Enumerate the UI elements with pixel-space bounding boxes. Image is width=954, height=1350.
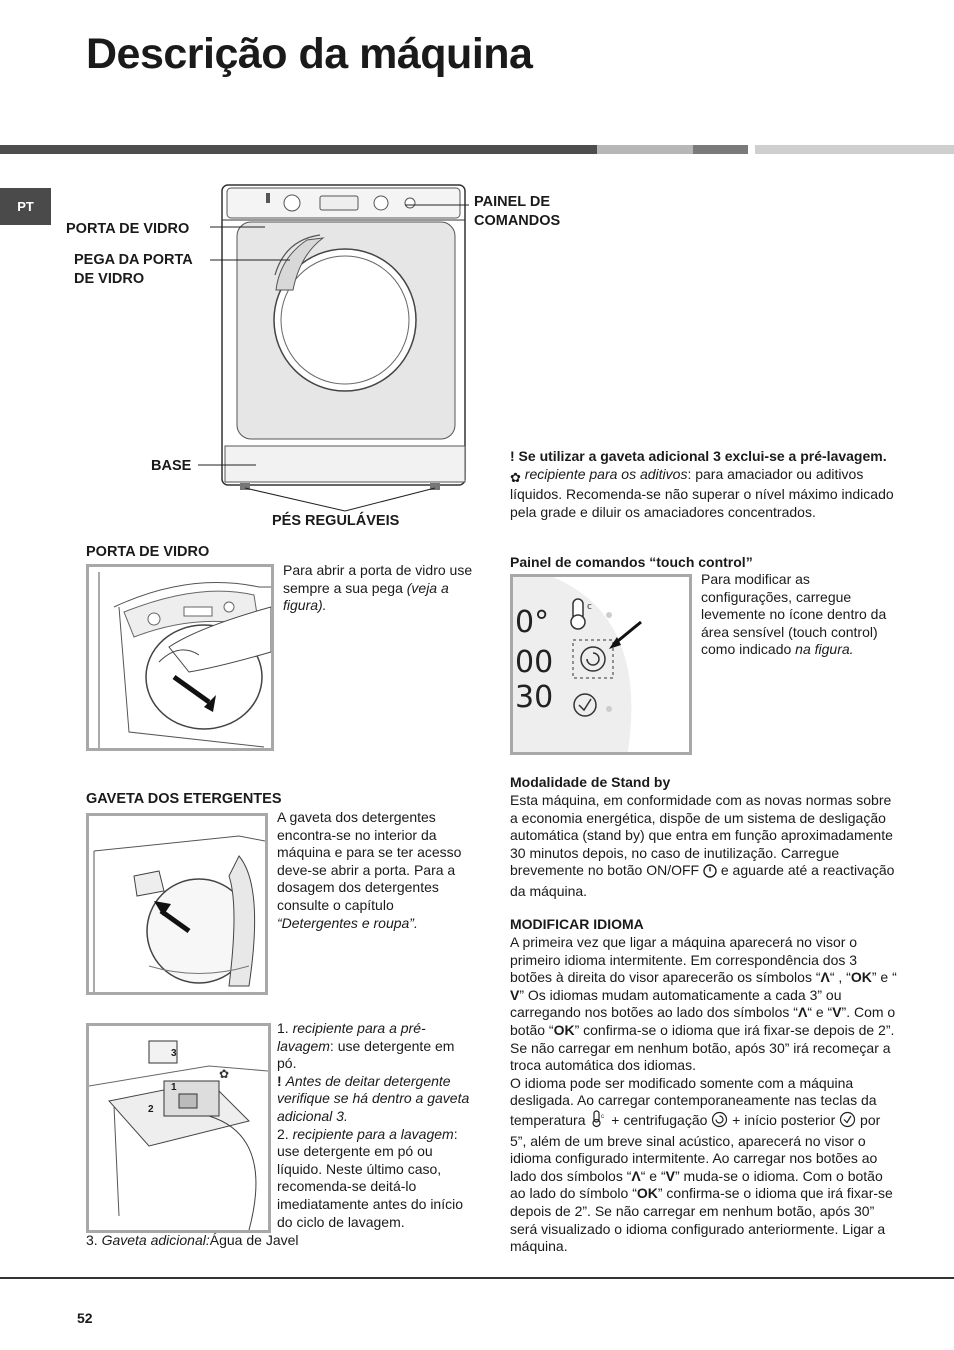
touch-heading: Painel de comandos “touch control” [510,554,753,570]
delay-start-icon [839,1111,856,1133]
drawer-item3: 3. Gaveta adicional:Água de Javel [86,1232,299,1248]
leader-base [198,460,260,470]
touch-panel-drawing [513,577,689,752]
standby-text: Esta máquina, em conformidade com as novas normas sobre a economia energética, dispõe de um sistema de desligação automática (stand by) que entra em função aproximadamente 30 minutos depois, no caso de inutilização. Carregue brevemente no botão ON/OFF e aguarde até a reactivação da máquina. [510,792,895,899]
leader-pega [210,255,295,265]
standby-heading: Modalidade de Stand by [510,774,671,790]
label-pes-regulaveis: PÉS REGULÁVEIS [272,513,400,529]
gaveta-text: A gaveta dos detergentes encontra-se no interior da máquina e para se ter acesso deve-se abrir a porta. Para a dosagem dos detergentes consulte o capítulo “Detergentes e roupa”. [277,809,462,931]
leader-painel [405,201,475,209]
power-icon [703,864,717,883]
down-symbol: V [832,1004,842,1021]
door-opening-drawing [89,567,271,748]
ok-symbol: OK [553,1021,575,1038]
language-tab: PT [0,188,51,225]
header-bar-light [597,145,693,154]
ok-symbol: OK [636,1185,658,1202]
header-bar-light-2 [755,145,954,154]
drawer-text: 1. recipiente para a pré-lavagem: use detergente em pó. ! Antes de deitar detergente verifique se há dentro a gaveta adicional 3. 2. recipiente para a lavagem: use detergente em pó ou líquido. Neste último caso, recomenda-se deitá-lo imediatamente antes do início do ciclo de lavagem. [277,1020,470,1230]
idioma-text: A primeira vez que ligar a máquina aparecerá no visor o primeiro idioma intermitente. Em correspondência dos 3 botões à direita do visor aparecerão os símbolos “Λ“ , “OK” e “V” Os idiomas mudam automaticamente a cada 3” ou carregando nos botões ao lado dos símbolos “Λ“ e “V”. Com o botão “OK” confirma-se o idioma que irá fixar-se depois de 2”. Se não carregar em nenhum botão, após 30” irá recomeçar a troca automática dos idiomas. O idioma pode ser modificado somente com a máquina desligada. Ao carregar contemporaneamente nas teclas da temperatura c + centrifugação + início posterior por 5”, além de um breve sinal acústico, aparecerá no visor o idioma configurado intermitente. Ao carregar nos botões ao lado dos símbolos “Λ“ e “V” muda-se o idioma. Com o botão ao lado do símbolo “OK” confirma-se o idioma que irá fixar-se depois de 2”. Se não carregar em nenhum botão, após 30” será visualizado o idioma configurado anteriormente. Ligar a máquina. [510,934,897,1255]
display-delay: 30 [515,680,554,715]
spin-icon [711,1111,728,1133]
label-pega-da-porta: PEGA DA PORTA DE VIDRO [74,252,193,287]
flower-icon: ✿ [219,1067,230,1081]
detergent-drawer-drawing [89,1026,268,1230]
page-number: 52 [77,1310,93,1326]
header-bar-mid [693,145,748,154]
touch-figure [510,574,692,755]
svg-text:c: c [601,1113,605,1120]
porta-text: Para abrir a porta de vidro use sempre a sua pega (veja a figura). [283,562,473,614]
footer-rule [0,1277,954,1279]
label-base: BASE [151,458,192,474]
leader-porta [210,222,270,232]
ok-symbol: OK [850,969,872,986]
thermometer-icon [589,1110,607,1133]
flower-icon: ✿ [510,469,521,485]
header-bar-dark [0,145,597,154]
gaveta-heading: GAVETA DOS ETERGENTES [86,791,282,807]
drawer-access-drawing [89,816,265,992]
drawer-num-2: 2 [148,1104,154,1115]
drawer-num-3: 3 [171,1048,177,1059]
label-porta-de-vidro: PORTA DE VIDRO [66,221,190,237]
up-symbol: Λ [797,1004,808,1021]
drawer-num-1: 1 [171,1082,177,1093]
page-title: Descrição da máquina [86,30,533,78]
down-symbol: V [510,986,520,1003]
idioma-heading: MODIFICAR IDIOMA [510,916,644,932]
drawer-figure [86,1023,271,1233]
svg-text:c: c [587,602,592,612]
down-symbol: V [665,1167,675,1184]
aditivos-block: ! Se utilizar a gaveta adicional 3 exclui-se a pré-lavagem. ✿ recipiente para os aditivos: para amaciador ou aditivos líquidos. Recomenda-se não superar o nível máximo indicado pela grade e diluir os amaciadores concentrados. [510,448,894,520]
label-painel-de-comandos: PAINEL DE COMANDOS [474,194,561,229]
display-spin: 00 [515,645,554,680]
porta-heading: PORTA DE VIDRO [86,544,210,560]
up-symbol: Λ [631,1167,641,1184]
up-symbol: Λ [820,969,830,986]
touch-text: Para modificar as configurações, carregue levemente no ícone dentro da área sensível (touch control) como indicado na figura. [701,571,887,658]
gaveta-figure [86,813,268,995]
porta-figure [86,564,274,751]
display-temp: 0° [515,605,550,640]
